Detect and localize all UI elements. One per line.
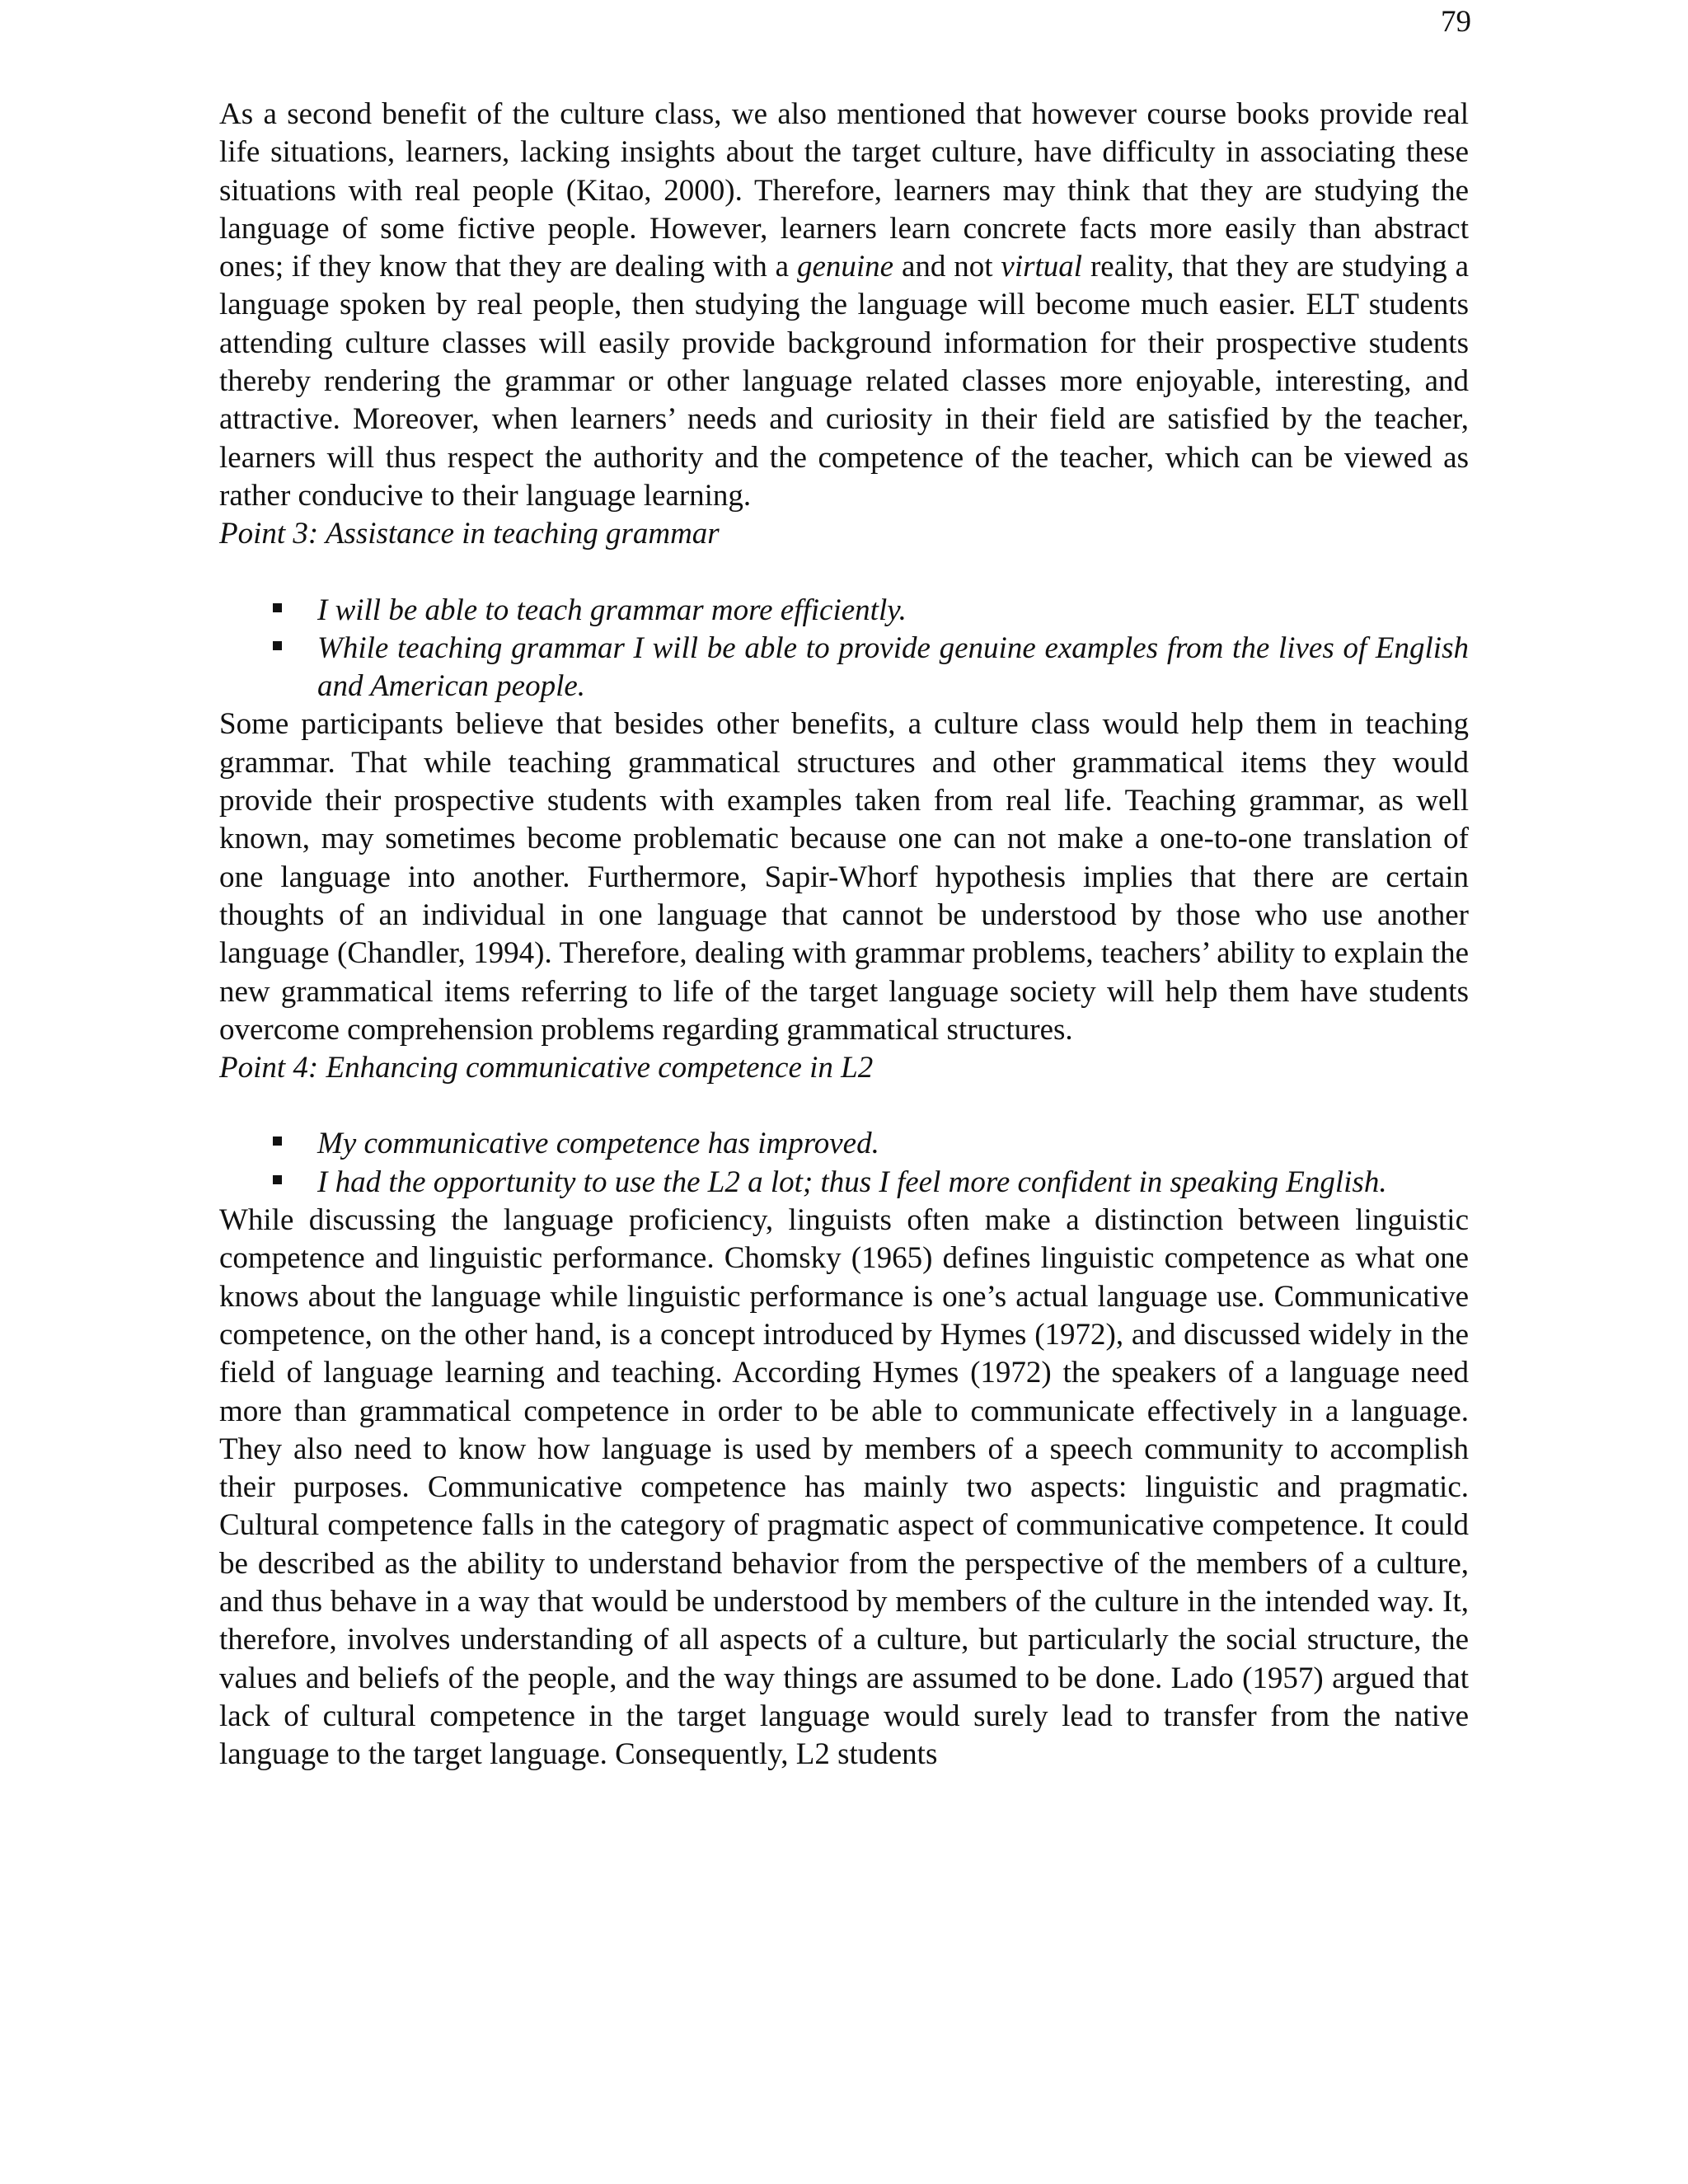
paragraph-text: reality, that they are studying a language spoken by real people, then studying the language will become much easier. ELT students attending culture classes will easily provide background information for their prospective students thereby rendering the grammar or other language related classes more enjoyable, interesting, and attractive. Moreover, when learners’ needs and curiosity in their field are satisfied by the teacher, learners will thus respect the authority and the competence of the teacher, which can be viewed as rather conducive to their language learning. [219, 250, 1469, 513]
point-3-body: Some participants believe that besides other benefits, a culture class would help them in teaching grammar. That while teaching grammatical structures and other grammatical items they would provide their prospective students with examples taken from real life. Teaching grammar, as well known, may sometimes become problematic because one can not make a one-to-one translation of one language into another. Furthermore, Sapir-Whorf hypothesis implies that there are certain thoughts of an individual in one language that cannot be understood by those who use another language (Chandler, 1994). Therefore, dealing with grammar problems, teachers’ ability to explain the new grammatical items referring to life of the target language society will help them have students overcome comprehension problems regarding grammatical structures. [219, 707, 1469, 1047]
point-3-bullet-item: I will be able to teach grammar more efficiently. [317, 592, 1469, 630]
point-3-bullet-list [219, 592, 1469, 706]
paragraph-culture-benefit [219, 96, 1469, 515]
point-4-bullet-list [219, 1125, 1469, 1202]
point-4-bullet-item: I had the opportunity to use the L2 a lot; thus I feel more confident in speaking English. [317, 1164, 1469, 1202]
point-4-body: While discussing the language proficiency, linguists often make a distinction between linguistic competence and linguistic performance. Chomsky (1965) defines linguistic competence as what one knows about the language while linguistic performance is one’s actual language use. Communicative competence, on the other hand, is a concept introduced by Hymes (1972), and discussed widely in the field of language learning and teaching. According Hymes (1972) the speakers of a language need more than grammatical competence in order to be able to communicate effectively in a language. They also need to know how language is used by members of a speech community to accomplish their purposes. Communicative competence has mainly two aspects: linguistic and pragmatic. Cultural competence falls in the category of pragmatic aspect of communicative competence. It could be described as the ability to understand behavior from the perspective of the members of a culture, and thus behave in a way that would be understood by members of the culture in the intended way. It, therefore, involves understanding of all aspects of a culture, but particularly the social structure, the values and beliefs of the people, and the way things are assumed to be done. Lado (1957) argued that lack of cultural competence in the target language would surely lead to transfer from the native language to the target language. Consequently, L2 students [219, 1203, 1469, 1772]
page-number: 79 [1441, 5, 1471, 39]
page-content [219, 96, 1469, 1774]
point-3-bullet-item: While teaching grammar I will be able to provide genuine examples from the lives of English and American people. [317, 630, 1469, 706]
point-4-bullet-item: My communicative competence has improved. [317, 1125, 1469, 1163]
point-4-heading: Point 4: Enhancing communicative competence in L2 [219, 1051, 874, 1085]
paragraph-text: As a second benefit of the culture class, we also mentioned that however course books provide real life situations, learners, lacking insights about the target culture, have difficulty in associating these situations with real people (Kitao, 2000). Therefore, learners may think that they are studying the language of some fictive people. However, learners learn concrete facts more easily than abstract ones; if they know that they are dealing with a [219, 97, 1469, 284]
paragraph-text: and not [893, 250, 1001, 284]
emphasis-virtual: virtual [1001, 250, 1083, 284]
emphasis-genuine: genuine [796, 250, 894, 284]
point-3-heading: Point 3: Assistance in teaching grammar [219, 517, 720, 551]
